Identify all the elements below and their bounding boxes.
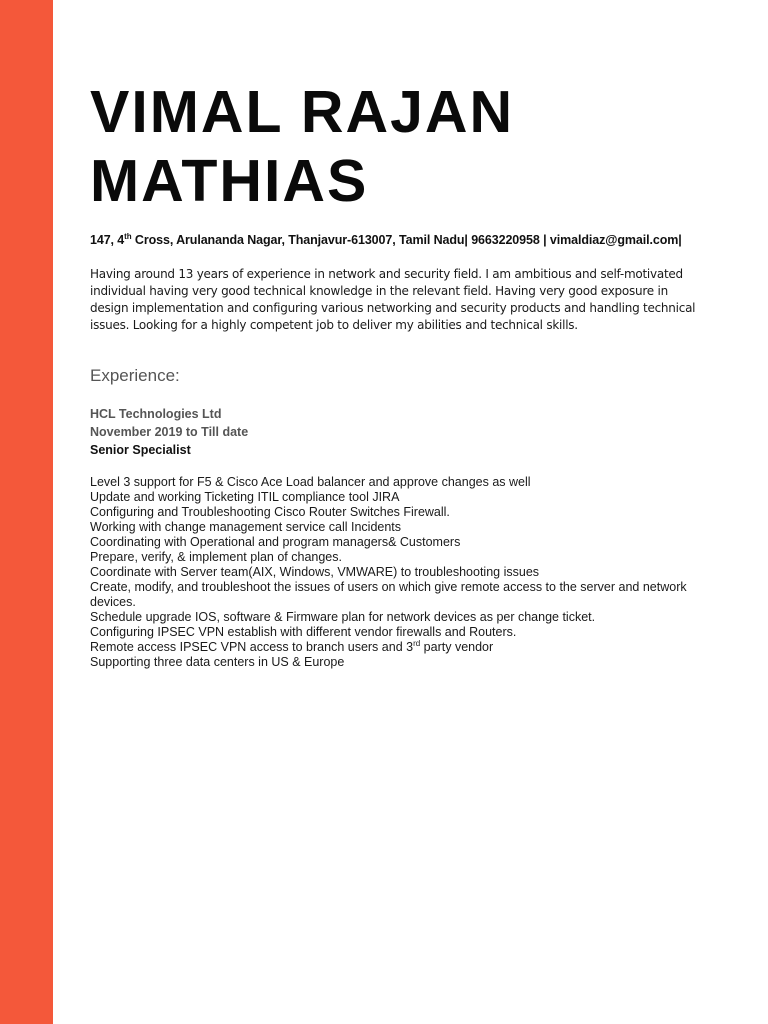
candidate-name [90,78,710,216]
duty-item: Configuring IPSEC VPN establish with different vendor firewalls and Routers. [90,625,517,639]
candidate-name-line2: MATHIAS [90,148,369,214]
contact-sup: th [124,231,132,241]
company-name: HCL Technologies Ltd [90,407,222,421]
duty-vpn-sup: rd [413,638,421,648]
duty-item: Schedule upgrade IOS, software & Firmware plan for network devices as per change ticket. [90,610,596,624]
duty-vpn-before: Remote access IPSEC VPN access to branch users and 3 [90,640,414,654]
duty-item: Configuring and Troubleshooting Cisco Router Switches Firewall. [90,505,450,519]
job-role: Senior Specialist [90,443,191,457]
duty-item: Supporting three data centers in US & Europe [90,655,345,669]
contact-prefix: 147, 4 [90,233,125,247]
resume-content [90,78,710,670]
contact-info [90,233,710,247]
duty-item: Coordinating with Operational and program managers& Customers [90,535,461,549]
duty-item: Coordinate with Server team(AIX, Windows, VMWARE) to troubleshooting issues [90,565,540,579]
candidate-name-line1: VIMAL RAJAN [90,79,515,145]
duty-item-vpn [90,640,700,655]
duty-item: Create, modify, and troubleshoot the issues of users on which give remote access to the server and network devices. [90,580,687,609]
experience-heading: Experience: [90,366,180,385]
duties-list [90,475,700,670]
duty-item: Prepare, verify, & implement plan of changes. [90,550,342,564]
duty-item: Level 3 support for F5 & Cisco Ace Load balancer and approve changes as well [90,475,531,489]
contact-rest: Cross, Arulananda Nagar, Thanjavur-613007, Tamil Nadu| 9663220958 | vimaldiaz@gmail.com| [131,233,682,247]
duty-vpn-after: party vendor [420,640,494,654]
profile-summary: Having around 13 years of experience in network and security field. I am ambitious and self-motivated individual having very good technical knowledge in the relevant field. Having very good exposure in design implementation and configuring various networking and security products and handling technical issues. Looking for a highly competent job to deliver my abilities and technical skills. [90,267,696,332]
accent-bar [0,0,53,1024]
duty-item: Update and working Ticketing ITIL compliance tool JIRA [90,490,400,504]
employment-dates: November 2019 to Till date [90,425,249,439]
duty-item: Working with change management service call Incidents [90,520,402,534]
